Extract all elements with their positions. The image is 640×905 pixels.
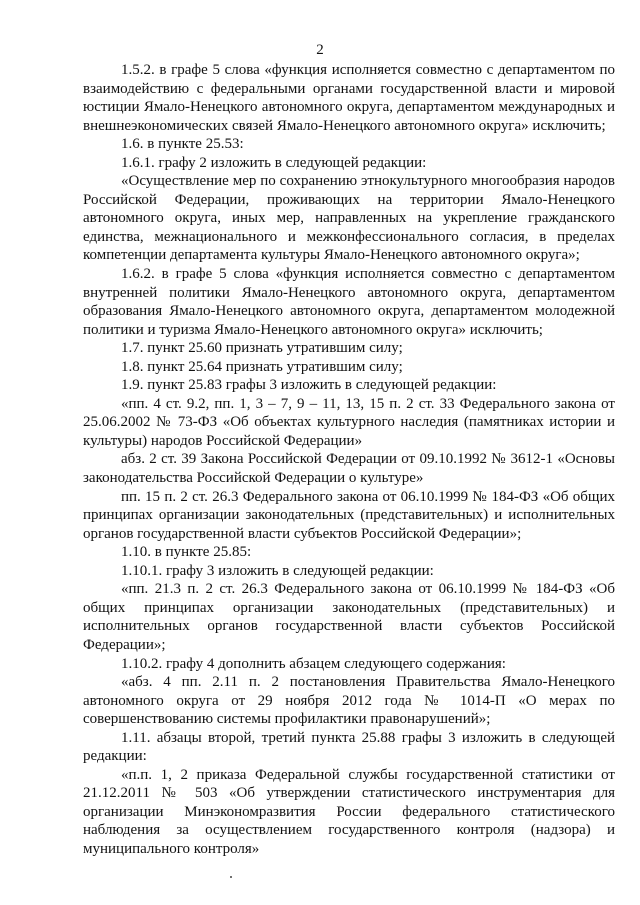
paragraph-1-10: 1.10. в пункте 25.85: xyxy=(121,544,252,561)
document-body xyxy=(83,61,615,859)
paragraph-1-9: 1.9. пункт 25.83 графы 3 изложить в следующей редакции: xyxy=(121,377,497,394)
scan-speck xyxy=(230,876,232,878)
quote-government-resolution: «абз. 4 пп. 2.11 п. 2 постановления Правительства Ямало-Ненецкого автономного округа от 29 ноября 2012 года № 1014-П «О мерах по совершенствованию системы профилактики правонарушений»; xyxy=(83,674,615,728)
paragraph-1-5-2: 1.5.2. в графе 5 слова «функция исполняется совместно с департаментом по взаимодействию с федеральными органами государственной власти и мировой юстиции Ямало-Ненецкого автономного округа, департаментом международных и внешнеэкономических связей Ямало-Ненецкого автономного округа» исключить; xyxy=(83,62,615,134)
quote-federal-law-184-21-3: «пп. 21.3 п. 2 ст. 26.3 Федерального закона от 06.10.1999 № 184-ФЗ «Об общих принципах организации законодательных (представительных) и исполнительных органов государственной власти субъектов Российской Федерации»; xyxy=(83,581,615,653)
quote-ethnocultural-measures: «Осуществление мер по сохранению этнокультурного многообразия народов Российской Федерации, проживающих на территории Ямало-Ненецкого автономного округа, иных мер, направленных на укрепление гражданского единства, межнационального и межконфессионального согласия, в пределах компетенции департамента культуры Ямало-Ненецкого автономного округа»; xyxy=(83,173,615,264)
paragraph-1-6-2: 1.6.2. в графе 5 слова «функция исполняется совместно с департаментом внутренней политики Ямало-Ненецкого автономного округа, департаментом образования Ямало-Ненецкого автономного округа, департаментом молодежной политики и туризма Ямало-Ненецкого автономного округа» исключить; xyxy=(83,266,615,338)
paragraph-1-8: 1.8. пункт 25.64 признать утратившим силу; xyxy=(121,358,403,375)
page-number: 2 xyxy=(316,42,324,58)
quote-rosstat-order: «п.п. 1, 2 приказа Федеральной службы государственной статистики от 21.12.2011 № 503 «Об утверждении статистического инструментария для организации Минэкономразвития России федерального статистического наблюдения за осуществлением государственного контроля (надзора) и муниципального контроля» xyxy=(83,766,615,857)
paragraph-1-6-1: 1.6.1. графу 2 изложить в следующей редакции: xyxy=(121,154,427,171)
paragraph-1-10-1: 1.10.1. графу 3 изложить в следующей редакции: xyxy=(121,562,434,579)
paragraph-1-10-2: 1.10.2. графу 4 дополнить абзацем следующего содержания: xyxy=(121,655,506,672)
paragraph-1-6: 1.6. в пункте 25.53: xyxy=(121,136,244,153)
quote-culture-law: абз. 2 ст. 39 Закона Российской Федерации от 09.10.1992 № 3612-1 «Основы законодательства Российской Федерации о культуре» xyxy=(83,451,615,487)
quote-federal-law-184: пп. 15 п. 2 ст. 26.3 Федерального закона от 06.10.1999 № 184-ФЗ «Об общих принципах организации законодательных (представительных) и исполнительных органов государственной власти субъектов Российской Федерации»; xyxy=(83,488,615,542)
paragraph-1-11: 1.11. абзацы второй, третий пункта 25.88 графы 3 изложить в следующей редакции: xyxy=(83,729,615,765)
quote-federal-law-73: «пп. 4 ст. 9.2, пп. 1, 3 – 7, 9 – 11, 13, 15 п. 2 ст. 33 Федерального закона от 25.06.2002 № 73-ФЗ «Об объектах культурного наследия (памятниках истории и культуры) народов Российской Федерации» xyxy=(83,395,615,449)
paragraph-1-7: 1.7. пункт 25.60 признать утратившим силу; xyxy=(121,340,403,357)
